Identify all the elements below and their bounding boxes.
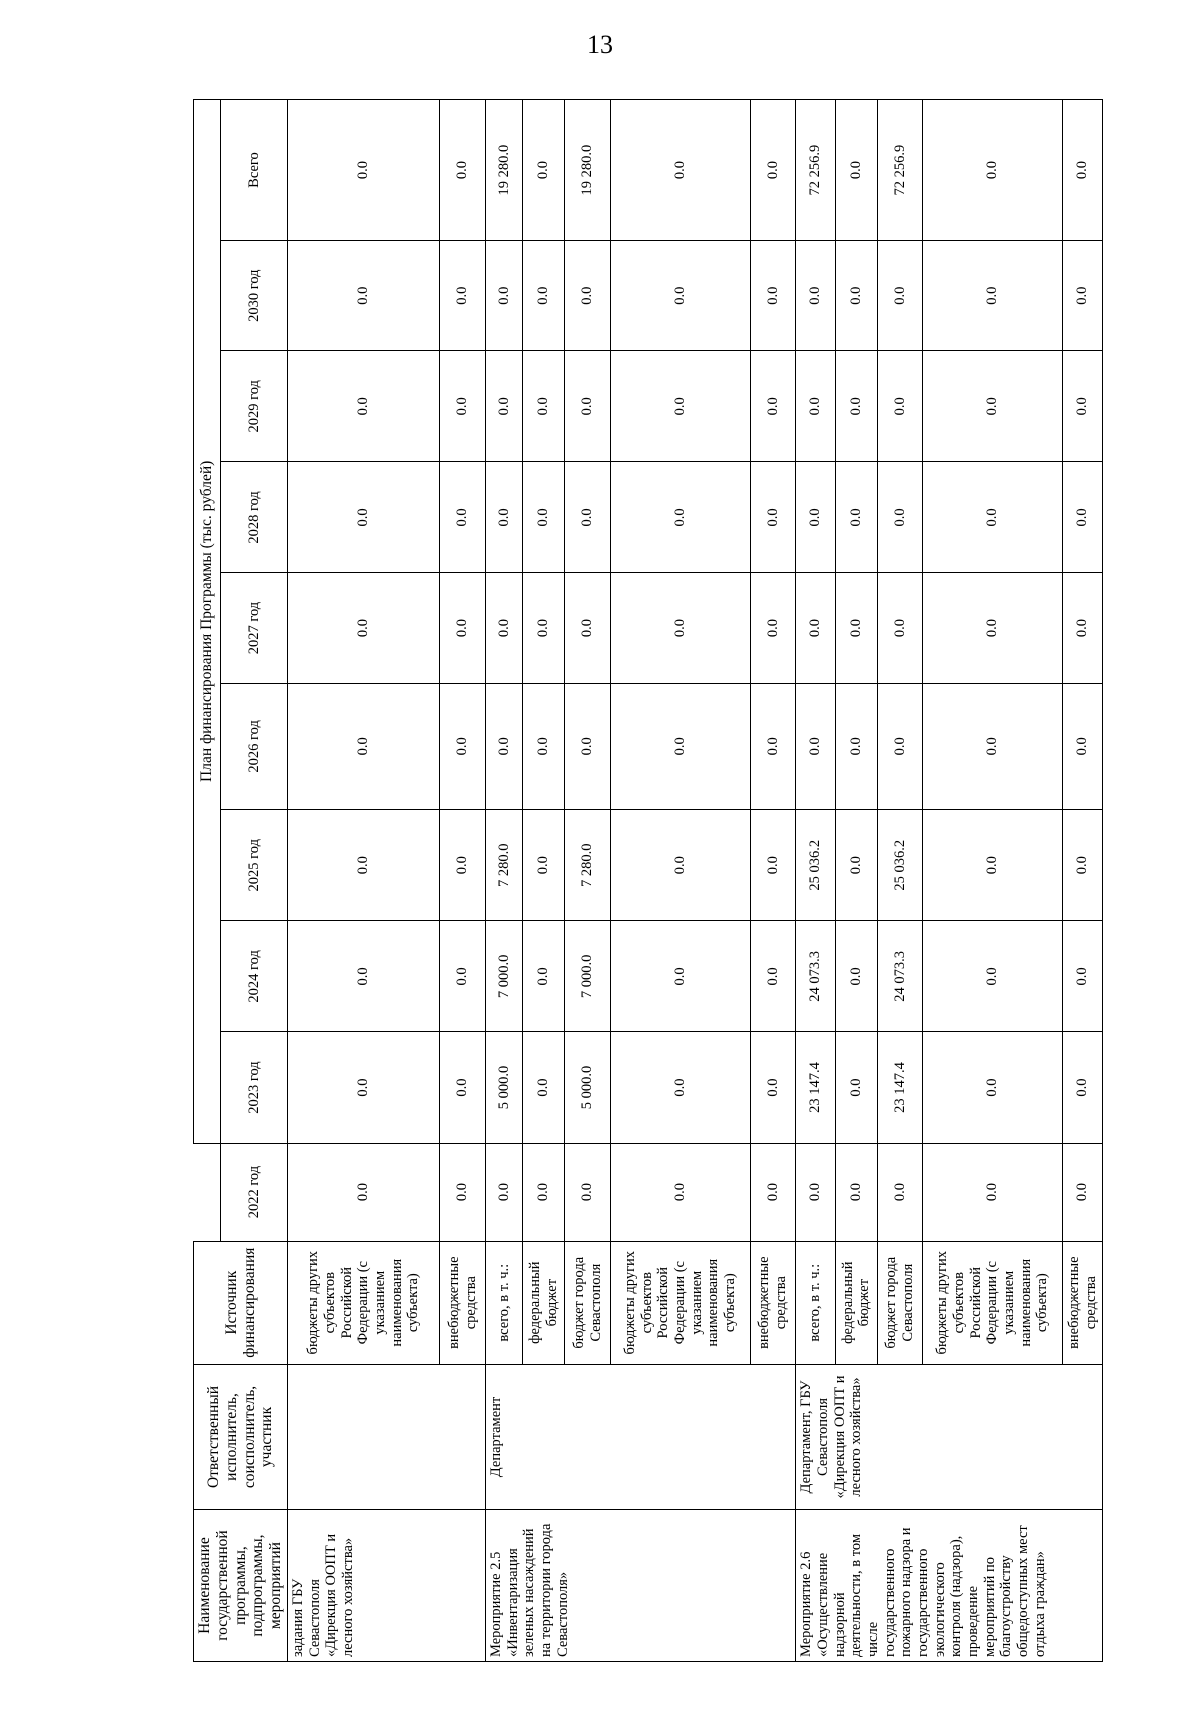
year-value: 0.0: [923, 351, 1063, 462]
header-year: 2030 год: [220, 241, 287, 351]
year-value: 7 000.0: [485, 921, 523, 1032]
total-value: 0.0: [835, 100, 877, 241]
year-value: 0.0: [485, 683, 523, 810]
funding-source: внебюджетные средства: [750, 1241, 796, 1364]
measure-executor: [288, 1364, 486, 1509]
year-value: 0.0: [750, 810, 796, 921]
year-value: 24 073.3: [796, 921, 836, 1032]
year-value: 0.0: [750, 573, 796, 683]
total-value: 19 280.0: [485, 100, 523, 241]
year-value: 0.0: [565, 683, 611, 810]
funding-source: бюджеты других субъектов Российской Федерации (с указанием наименования субъекта): [610, 1241, 750, 1364]
year-value: 0.0: [1063, 683, 1103, 810]
year-value: 0.0: [523, 921, 565, 1032]
year-value: 0.0: [796, 1143, 836, 1241]
year-value: 0.0: [440, 1032, 486, 1143]
year-value: 0.0: [610, 573, 750, 683]
year-value: 0.0: [877, 573, 923, 683]
year-value: 23 147.4: [877, 1032, 923, 1143]
year-value: 0.0: [440, 573, 486, 683]
year-value: 0.0: [750, 462, 796, 573]
year-value: 5 000.0: [565, 1032, 611, 1143]
year-value: 0.0: [835, 1143, 877, 1241]
table-row: [485, 100, 523, 1662]
year-value: 0.0: [796, 241, 836, 351]
funding-source: федеральный бюджет: [835, 1241, 877, 1364]
year-value: 0.0: [440, 683, 486, 810]
measure-name: Мероприятие 2.6 «Осуществление надзорной деятельности, в том числе государственного пожарного надзора и государственного экологического контроля (надзора), проведение мероприятий по благоустройству общедоступных мест отдыха граждан»: [796, 1510, 1103, 1662]
year-value: 0.0: [485, 462, 523, 573]
year-value: 0.0: [835, 1032, 877, 1143]
year-value: 0.0: [523, 683, 565, 810]
year-value: 0.0: [750, 683, 796, 810]
year-value: 0.0: [565, 1143, 611, 1241]
year-value: 0.0: [835, 241, 877, 351]
header-row-1: [194, 100, 221, 1662]
year-value: 0.0: [835, 351, 877, 462]
funding-source: бюджет города Севастополя: [565, 1241, 611, 1364]
year-value: 24 073.3: [877, 921, 923, 1032]
table-row: [288, 100, 440, 1662]
year-value: 0.0: [440, 810, 486, 921]
year-value: 0.0: [877, 1143, 923, 1241]
year-value: 0.0: [440, 1143, 486, 1241]
funding-source: внебюджетные средства: [1063, 1241, 1103, 1364]
year-value: 0.0: [835, 810, 877, 921]
year-value: 0.0: [610, 351, 750, 462]
total-value: 0.0: [923, 100, 1063, 241]
year-value: 0.0: [835, 573, 877, 683]
header-year: 2025 год: [220, 810, 287, 921]
funding-source: всего, в т. ч.:: [796, 1241, 836, 1364]
measure-executor: Департамент, ГБУ Севастополя «Дирекция ООПТ и лесного хозяйства»: [796, 1364, 1103, 1509]
year-value: 0.0: [923, 1143, 1063, 1241]
year-value: 0.0: [523, 810, 565, 921]
measure-executor: Департамент: [485, 1364, 795, 1509]
funding-source: внебюджетные средства: [440, 1241, 486, 1364]
header-year: 2023 год: [220, 1032, 287, 1143]
year-value: 0.0: [1063, 462, 1103, 573]
year-value: 0.0: [796, 683, 836, 810]
year-value: 5 000.0: [485, 1032, 523, 1143]
year-value: 0.0: [565, 241, 611, 351]
header-year: 2026 год: [220, 683, 287, 810]
year-value: 0.0: [523, 351, 565, 462]
year-value: 0.0: [610, 810, 750, 921]
total-value: 0.0: [523, 100, 565, 241]
year-value: 0.0: [440, 462, 486, 573]
year-value: 0.0: [1063, 1032, 1103, 1143]
total-value: 0.0: [288, 100, 440, 241]
year-value: 0.0: [835, 462, 877, 573]
year-value: 0.0: [288, 1032, 440, 1143]
year-value: 0.0: [1063, 1143, 1103, 1241]
total-value: 0.0: [440, 100, 486, 241]
header-year: 2028 год: [220, 462, 287, 573]
year-value: 0.0: [610, 1143, 750, 1241]
funding-source: бюджеты других субъектов Российской Федерации (с указанием наименования субъекта): [288, 1241, 440, 1364]
total-value: 0.0: [750, 100, 796, 241]
year-value: 0.0: [523, 1032, 565, 1143]
year-value: 0.0: [750, 1032, 796, 1143]
rotated-table-container: [193, 99, 1099, 1662]
year-value: 0.0: [288, 810, 440, 921]
funding-source: бюджет города Севастополя: [877, 1241, 923, 1364]
funding-source: бюджеты других субъектов Российской Федерации (с указанием наименования субъекта): [923, 1241, 1063, 1364]
year-value: 0.0: [1063, 351, 1103, 462]
year-value: 0.0: [523, 1143, 565, 1241]
header-plan: План финансирования Программы (тыс. рублей): [194, 100, 221, 1144]
header-year: 2022 год: [220, 1143, 287, 1241]
year-value: 0.0: [610, 462, 750, 573]
year-value: 0.0: [750, 1143, 796, 1241]
year-value: 0.0: [877, 241, 923, 351]
financing-table: [193, 99, 1103, 1662]
year-value: 0.0: [750, 241, 796, 351]
header-year: 2029 год: [220, 351, 287, 462]
year-value: 0.0: [610, 921, 750, 1032]
year-value: 0.0: [1063, 573, 1103, 683]
year-value: 0.0: [835, 683, 877, 810]
year-value: 0.0: [796, 351, 836, 462]
year-value: 0.0: [288, 1143, 440, 1241]
funding-source: всего, в т. ч.:: [485, 1241, 523, 1364]
page-number: 13: [587, 30, 613, 59]
year-value: 0.0: [610, 1032, 750, 1143]
measure-name: задания ГБУ Севастополя «Дирекция ООПТ и лесного хозяйства»: [288, 1510, 486, 1662]
year-value: 0.0: [923, 1032, 1063, 1143]
year-value: 0.0: [440, 351, 486, 462]
year-value: 0.0: [288, 241, 440, 351]
year-value: 0.0: [288, 683, 440, 810]
year-value: 0.0: [1063, 241, 1103, 351]
year-value: 0.0: [923, 683, 1063, 810]
header-source: Источник финансирования: [194, 1241, 288, 1364]
year-value: 0.0: [796, 573, 836, 683]
header-year: 2024 год: [220, 921, 287, 1032]
year-value: 0.0: [923, 241, 1063, 351]
year-value: 0.0: [877, 462, 923, 573]
year-value: 0.0: [440, 921, 486, 1032]
year-value: 0.0: [1063, 921, 1103, 1032]
measure-name: Мероприятие 2.5 «Инвентаризация зеленых насаждений на территории города Севастополя»: [485, 1510, 795, 1662]
year-value: 0.0: [288, 573, 440, 683]
year-value: 0.0: [923, 462, 1063, 573]
year-value: 0.0: [923, 921, 1063, 1032]
funding-source: федеральный бюджет: [523, 1241, 565, 1364]
year-value: 0.0: [523, 462, 565, 573]
year-value: 0.0: [565, 573, 611, 683]
year-value: 7 000.0: [565, 921, 611, 1032]
year-value: 0.0: [288, 351, 440, 462]
header-name: Наименование государственной программы, подпрограммы, мероприятий: [194, 1510, 288, 1662]
year-value: 25 036.2: [877, 810, 923, 921]
total-value: 0.0: [610, 100, 750, 241]
year-value: 0.0: [923, 810, 1063, 921]
year-value: 0.0: [288, 462, 440, 573]
year-value: 0.0: [565, 462, 611, 573]
total-value: 72 256.9: [877, 100, 923, 241]
year-value: 0.0: [485, 241, 523, 351]
year-value: 0.0: [877, 683, 923, 810]
year-value: 0.0: [877, 351, 923, 462]
header-year: 2027 год: [220, 573, 287, 683]
year-value: 0.0: [835, 921, 877, 1032]
year-value: 0.0: [523, 573, 565, 683]
year-value: 0.0: [485, 351, 523, 462]
year-value: 23 147.4: [796, 1032, 836, 1143]
table-row: [796, 100, 836, 1662]
year-value: 0.0: [750, 921, 796, 1032]
year-value: 7 280.0: [565, 810, 611, 921]
year-value: 0.0: [750, 351, 796, 462]
year-value: 0.0: [440, 241, 486, 351]
year-value: 0.0: [610, 683, 750, 810]
header-executor: Ответственный исполнитель, соисполнитель, участник: [194, 1364, 288, 1509]
year-value: 0.0: [796, 462, 836, 573]
year-value: 0.0: [523, 241, 565, 351]
year-value: 7 280.0: [485, 810, 523, 921]
year-value: 25 036.2: [796, 810, 836, 921]
header-total: Всего: [220, 100, 287, 241]
table-body: [288, 100, 1103, 1662]
total-value: 19 280.0: [565, 100, 611, 241]
total-value: 0.0: [1063, 100, 1103, 241]
year-value: 0.0: [565, 351, 611, 462]
year-value: 0.0: [288, 921, 440, 1032]
total-value: 72 256.9: [796, 100, 836, 241]
year-value: 0.0: [610, 241, 750, 351]
year-value: 0.0: [485, 573, 523, 683]
year-value: 0.0: [923, 573, 1063, 683]
year-value: 0.0: [485, 1143, 523, 1241]
year-value: 0.0: [1063, 810, 1103, 921]
